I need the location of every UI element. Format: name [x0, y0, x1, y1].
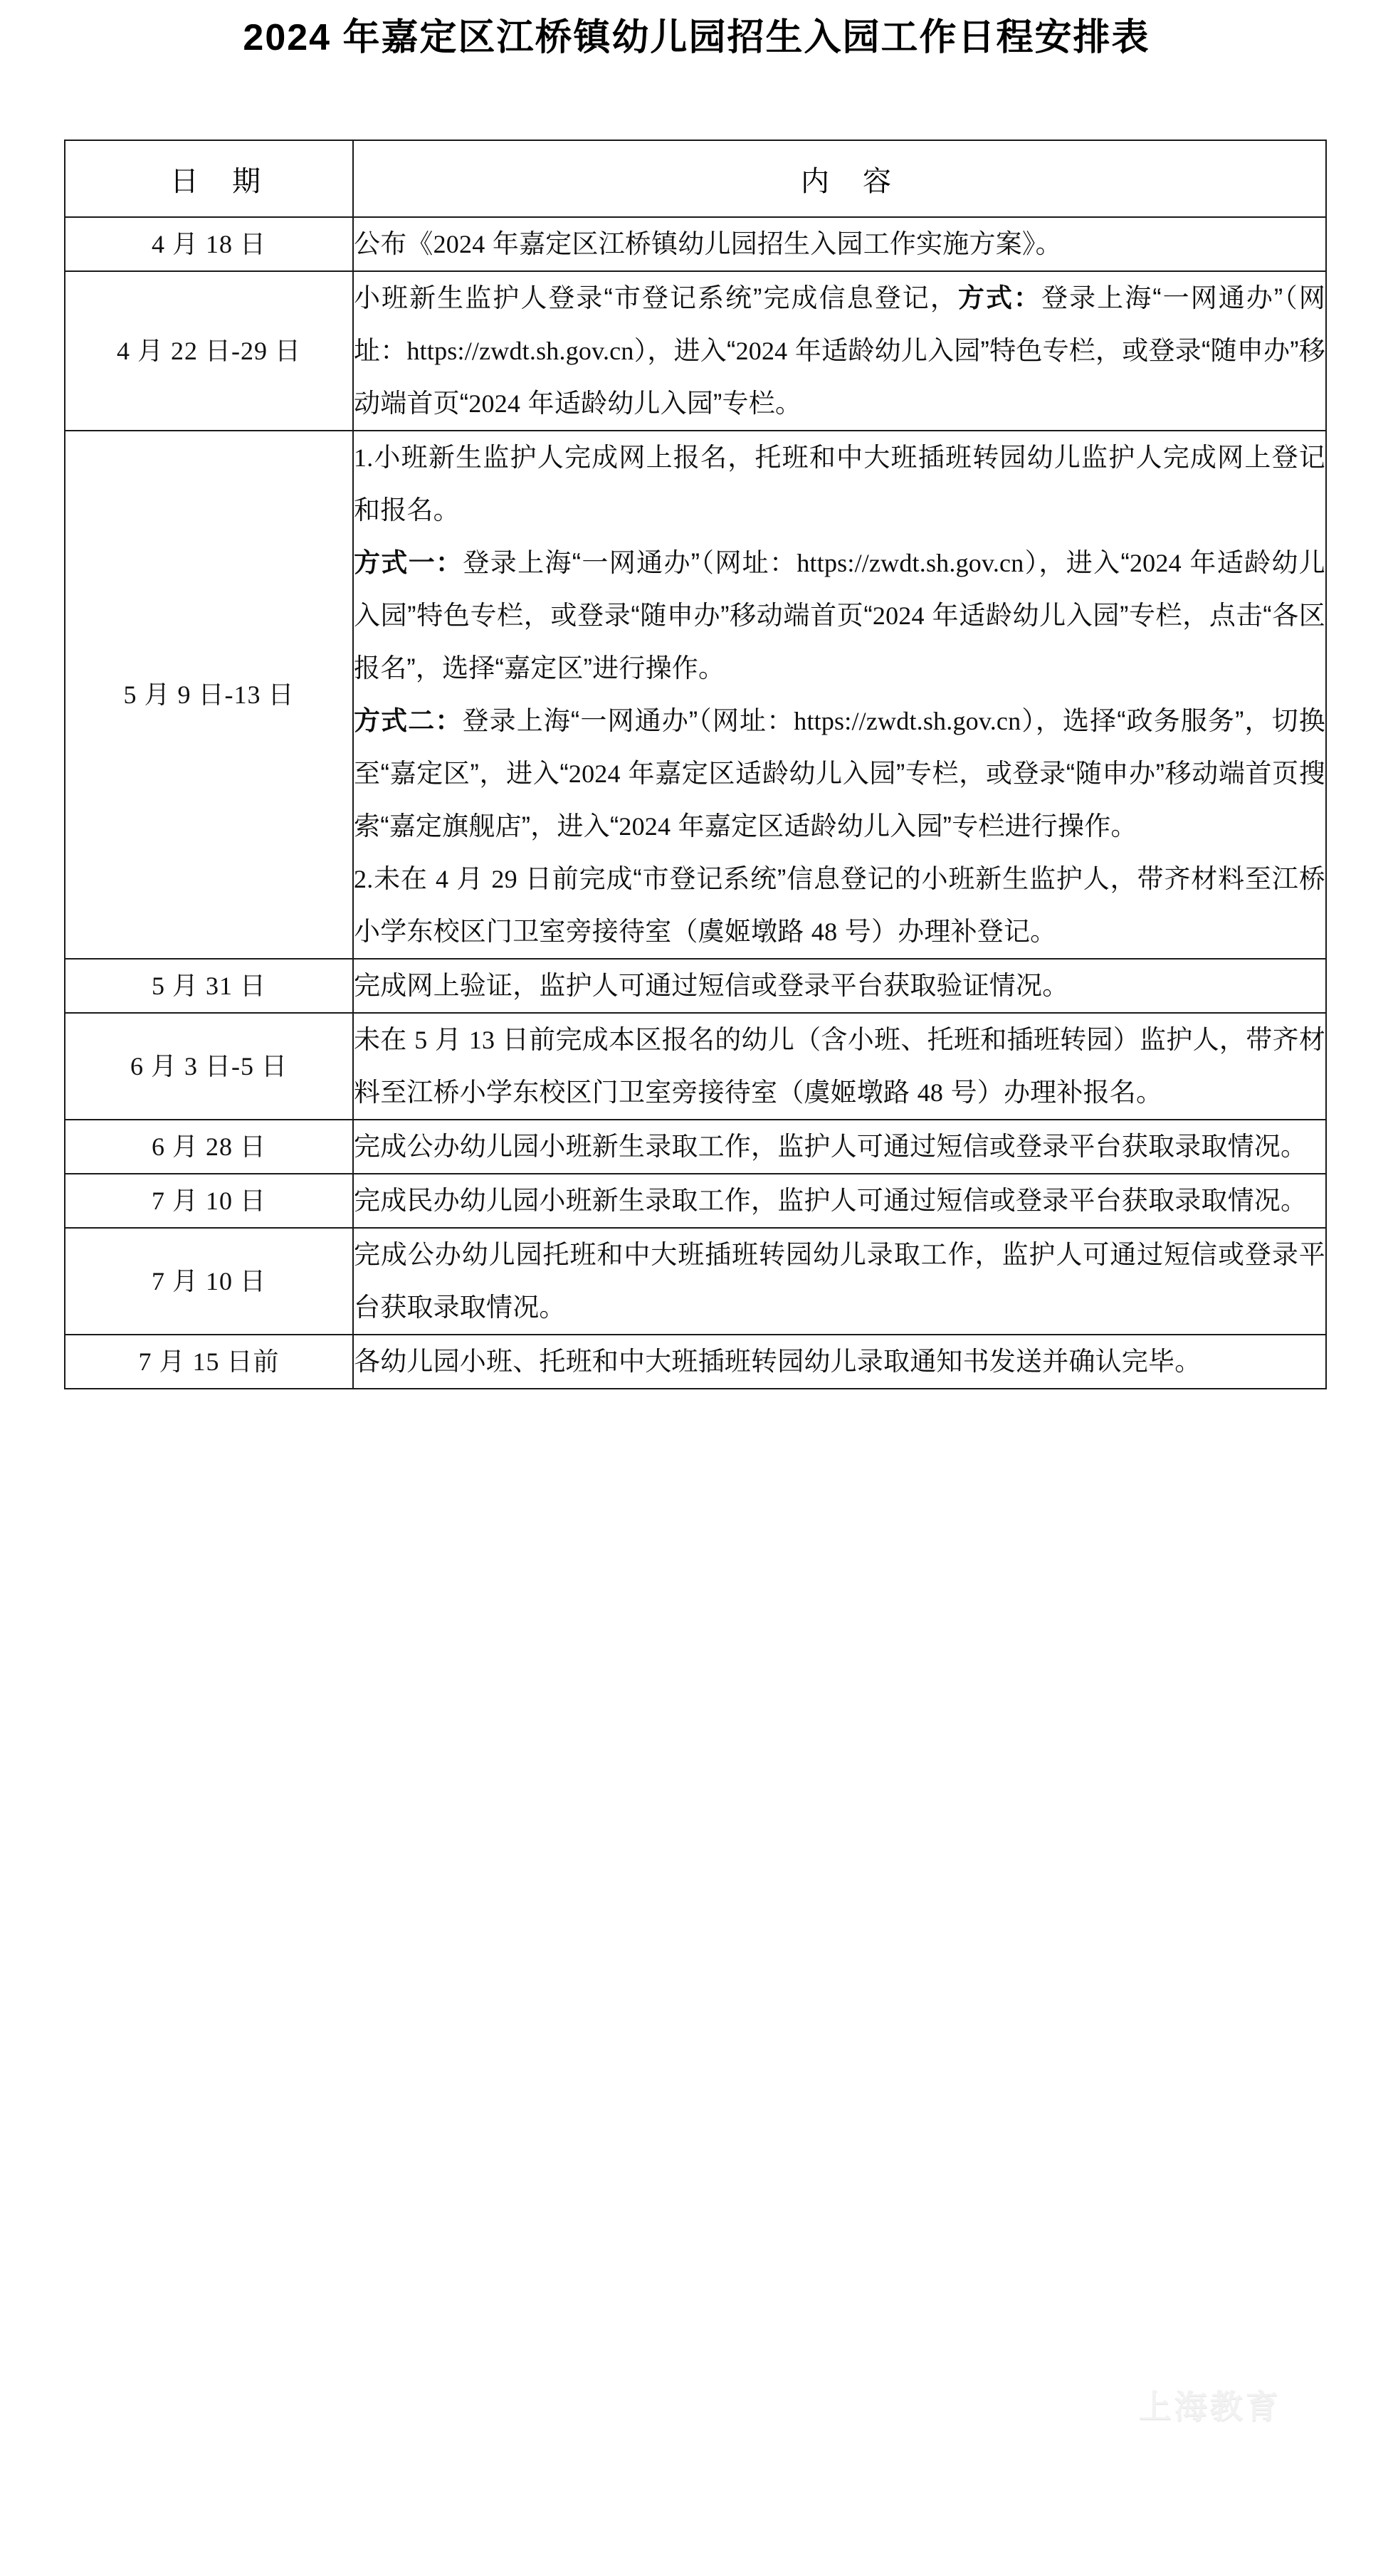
row-content-cell	[353, 271, 1326, 431]
content-paragraph: 公布《2024 年嘉定区江桥镇幼儿园招生入园工作实施方案》。	[354, 229, 1062, 258]
watermark: 上海教育	[1139, 2388, 1281, 2425]
column-header-content-label: 内 容	[800, 165, 905, 197]
row-content-cell	[353, 217, 1326, 271]
column-header-date	[65, 140, 353, 217]
content-paragraph: 完成公办幼儿园托班和中大班插班转园幼儿录取工作，监护人可通过短信或登录平台获取录取情况。	[354, 1240, 1325, 1322]
row-date-cell: 7 月 10 日	[65, 1228, 353, 1335]
row-content-cell	[353, 1013, 1326, 1120]
column-header-content	[353, 140, 1326, 217]
row-date-cell: 7 月 15 日前	[65, 1335, 353, 1389]
table-row	[65, 271, 1326, 431]
content-paragraph: 未在 5 月 13 日前完成本区报名的幼儿（含小班、托班和插班转园）监护人，带齐材料至江桥小学东校区门卫室旁接待室（虞姬墩路 48 号）办理补报名。	[354, 1025, 1325, 1107]
row-content-cell	[353, 959, 1326, 1013]
table-row	[65, 959, 1326, 1013]
row-content-cell	[353, 1335, 1326, 1389]
table-header-row	[65, 140, 1326, 217]
row-date-cell: 4 月 18 日	[65, 217, 353, 271]
row-date-cell: 6 月 3 日-5 日	[65, 1013, 353, 1120]
content-paragraph: 各幼儿园小班、托班和中大班插班转园幼儿录取通知书发送并确认完毕。	[354, 1347, 1202, 1376]
row-date-cell: 6 月 28 日	[65, 1120, 353, 1174]
table-row	[65, 1120, 1326, 1174]
row-content-cell	[353, 1174, 1326, 1228]
table-row	[65, 1013, 1326, 1120]
table-body	[65, 217, 1326, 1389]
table-row	[65, 1228, 1326, 1335]
row-content-cell	[353, 1120, 1326, 1174]
content-paragraph: 小班新生监护人登录“市登记系统”完成信息登记，方式：登录上海“一网通办”（网址：https://zwdt.sh.gov.cn），进入“2024 年适龄幼儿入园”特色专栏，或登录“随申办”移动端首页“2024 年适龄幼儿入园”专栏。	[354, 283, 1326, 418]
row-content-cell	[353, 431, 1326, 959]
table-row	[65, 1335, 1326, 1389]
content-paragraph: 2.未在 4 月 29 日前完成“市登记系统”信息登记的小班新生监护人，带齐材料至江桥小学东校区门卫室旁接待室（虞姬墩路 48 号）办理补登记。	[354, 864, 1325, 946]
table-row	[65, 431, 1326, 959]
content-paragraph: 方式二：登录上海“一网通办”（网址：https://zwdt.sh.gov.cn），选择“政务服务”，切换至“嘉定区”，进入“2024 年嘉定区适龄幼儿入园”专栏，或登录“随申办”移动端首页搜索“嘉定旗舰店”，进入“2024 年嘉定区适龄幼儿入园”专栏进行操作。	[354, 706, 1325, 841]
row-date-cell: 5 月 31 日	[65, 959, 353, 1013]
schedule-table	[64, 140, 1327, 1389]
column-header-date-label: 日 期	[169, 165, 274, 197]
content-paragraph: 1.小班新生监护人完成网上报名，托班和中大班插班转园幼儿监护人完成网上登记和报名。	[354, 443, 1325, 525]
row-date-cell: 7 月 10 日	[65, 1174, 353, 1228]
table-header	[65, 140, 1326, 217]
content-paragraph: 方式一：登录上海“一网通办”（网址：https://zwdt.sh.gov.cn），进入“2024 年适龄幼儿入园”特色专栏，或登录“随申办”移动端首页“2024 年适龄幼儿入园”专栏，点击“各区报名”，选择“嘉定区”进行操作。	[354, 548, 1326, 683]
table-row	[65, 217, 1326, 271]
table-row	[65, 1174, 1326, 1228]
row-content-cell	[353, 1228, 1326, 1335]
row-date-cell: 4 月 22 日-29 日	[65, 271, 353, 431]
page-title: 2024 年嘉定区江桥镇幼儿园招生入园工作日程安排表	[243, 17, 1150, 58]
schedule-table-container	[64, 140, 1325, 1389]
content-paragraph: 完成网上验证，监护人可通过短信或登录平台获取验证情况。	[354, 971, 1069, 1000]
content-paragraph: 完成民办幼儿园小班新生录取工作，监护人可通过短信或登录平台获取录取情况。	[354, 1186, 1308, 1215]
content-paragraph: 完成公办幼儿园小班新生录取工作，监护人可通过短信或登录平台获取录取情况。	[354, 1132, 1308, 1161]
row-date-cell: 5 月 9 日-13 日	[65, 431, 353, 959]
